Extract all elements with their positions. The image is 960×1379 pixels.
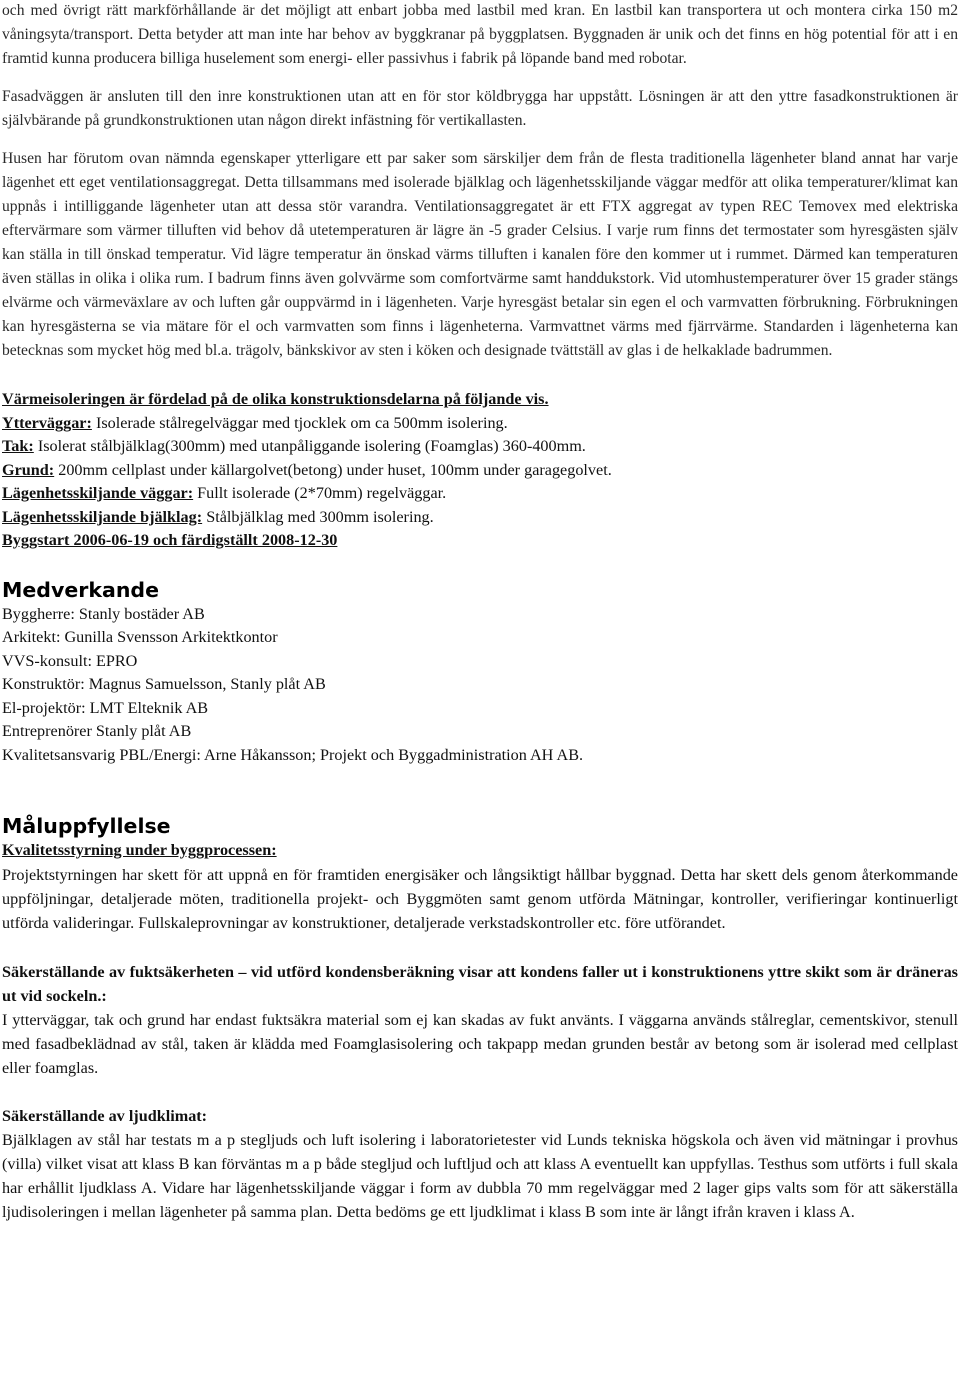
sound-title: Säkerställande av ljudklimat: (2, 1106, 208, 1125)
moisture-text: I ytterväggar, tak och grund har endast fuktsäkra material som ej kan skadas av fukt använts. I väggarna används stålreglar, cementskivor, stenull med fasadbeklädnad av stål, taken är klädda med Foamglasisolering och takpapp medan grunden består av betong som är isolerad med cellplast eller foamglas. (2, 1010, 958, 1077)
contributor-line: Arkitekt: Gunilla Svensson Arkitektkontor (2, 628, 278, 646)
moisture-title: Säkerställande av fuktsäkerheten – vid utförd kondensberäkning visar att kondens faller ut i konstruktionens yttre skikt som är dräneras ut vid sockeln.: (2, 962, 958, 1005)
insulation-item (2, 506, 958, 530)
insulation-item-text: Isolerat stålbjälklag(300mm) med utanpåliggande isolering (Foamglas) 360-400mm. (33, 437, 586, 455)
contributor-line: Byggherre: Stanly bostäder AB (2, 604, 205, 623)
insulation-item-text: 200mm cellplast under källargolvet(betong) under huset, 100mm under garagegolvet. (54, 460, 612, 479)
insulation-item (2, 412, 958, 436)
insulation-item-label: Lägenhetsskiljande bjälklag: (2, 507, 203, 526)
insulation-heading: Värmeisoleringen är fördelad på de olika konstruktionsdelarna på följande vis. (2, 390, 549, 408)
intro-paragraph-1: och med övrigt rätt markförhållande är det möjligt att enbart jobba med lastbil med kran. En lastbil kan transportera ut och montera cirka 150 m2 våningsyta/transport. Detta betyder att man inte har behov av byggkranar på byggplatsen. Byggnaden är unik och det finns en hög potential för att i en framtid kunna producera billiga huselement som energi- eller passivhus i fabrik på löpande band med robotar. (2, 2, 958, 67)
intro-paragraph-3: Husen har förutom ovan nämnda egenskaper ytterligare ett par saker som särskiljer dem från de flesta traditionella lägenheter bland annat har varje lägenhet ett eget ventilationsaggregat. Detta tillsammans med isolerade bjälklag och lägenhetsskiljande väggar medför att olika temperaturer/klimat kan uppnås i intilliggande lägenheter utan att dessa stör varandra. Ventilationsaggregatet är ett FTX aggregat av typen REC Temovex med elektriska eftervärmare som värmer tilluften vid behov då utetemperaturen är lägre än -5 grader Celsius. I varje rum finns det termostater som hyresgästen själv kan ställa in till önskad temperatur. Vid lägre temperatur än önskad värms tilluften i kanalen före den kommer ut i rummet. Därmed kan temperaturen även ställas in olika i olika rum. I badrum finns även golvvärme som comfortvärme samt handdukstork. Vid utomhustemperaturer över 15 grader stängs elvärme och värmeväxlare av och luften går ouppvärmd in i lägenheten. Varje hyresgäst betalar sin egen el och varmvatten förbrukning. Förbrukningen kan hyresgästerna se via mätare för el och varmvatten som finns i lägenheterna. Varmvattnet värms med fjärrvärme. Standarden i lägenheterna kan betecknas som mycket hög med bl.a. trägolv, bänkskivor av sten i köken och designade tvättställ av glas i de helkaklade badrummen. (2, 150, 958, 359)
insulation-item-text: Stålbjälklag med 300mm isolering. (202, 507, 434, 526)
contributor-line: Kvalitetsansvarig PBL/Energi: Arne Håkansson; Projekt och Byggadministration AH AB. (2, 745, 584, 764)
quality-title: Kvalitetsstyrning under byggprocessen: (2, 841, 277, 859)
insulation-item-label: Ytterväggar: (2, 413, 92, 432)
contributor-line: El-projektör: LMT Elteknik AB (2, 698, 209, 717)
goals-heading: Måluppfyllelse (2, 814, 171, 838)
contributors-section (2, 577, 958, 768)
insulation-section (2, 388, 958, 553)
contributor-line: Konstruktör: Magnus Samuelsson, Stanly plåt AB (2, 675, 326, 693)
insulation-item-label: Grund: (2, 460, 55, 479)
intro-paragraph-2: Fasadväggen är ansluten till den inre konstruktionen utan att en för stor köldbrygga har uppstått. Lösningen är att den yttre fasadkonstruktionen är självbärande på grundkonstruktionen utan någon direkt infästning för vertikallasten. (2, 88, 958, 129)
contributors-heading: Medverkande (2, 577, 159, 602)
insulation-item (2, 482, 958, 506)
insulation-item-label: Lägenhetsskiljande väggar: (2, 484, 194, 502)
sound-text: Bjälklagen av stål har testats m a p stegljuds och luft isolering i laboratorietester vid Lunds tekniska högskola och även vid mätningar i provhus (villa) vilket visat att klass B kan förväntas m a p både stegljud och luftljud och att klass A eventuellt kan uppfyllas. Testhus som utförts i full skala har erhållit ljudklass A. Vidare har lägenhetsskiljande väggar i form av dubbla 70 mm regelväggar med 2 lager gips valts som för att säkerställa ljudisoleringen i mellan lägenheter på samma plan. Detta bedöms ge ett ljudklimat i klass B som inte är långt ifrån kraven i klass A. (2, 1131, 958, 1221)
contributor-line: VVS-konsult: EPRO (2, 651, 138, 670)
insulation-item-label: Tak: (2, 437, 34, 455)
contributor-line: Entreprenörer Stanly plåt AB (2, 722, 192, 740)
insulation-item-text: Fullt isolerade (2*70mm) regelväggar. (193, 484, 447, 502)
build-dates: Byggstart 2006-06-19 och färdigställt 2008-12-30 (2, 531, 338, 549)
insulation-item (2, 459, 958, 483)
quality-text: Projektstyrningen har skett för att uppnå en för framtiden energisäker och långsiktigt hållbar byggnad. Detta har skett dels genom återkommande uppföljningar, detaljerade möten, traditionella projekt- och Byggmöten samt genom utförda Mätningar, kontroller, verifieringar kontinuerligt utförda valideringar. Fullskaleprovningar av konstruktioner, detaljerade verkstadskontroller etc. före utförandet. (2, 865, 958, 932)
insulation-item (2, 435, 958, 459)
insulation-item-text: Isolerade stålregelväggar med tjocklek om ca 500mm isolering. (91, 413, 508, 432)
goals-section (2, 813, 958, 1224)
